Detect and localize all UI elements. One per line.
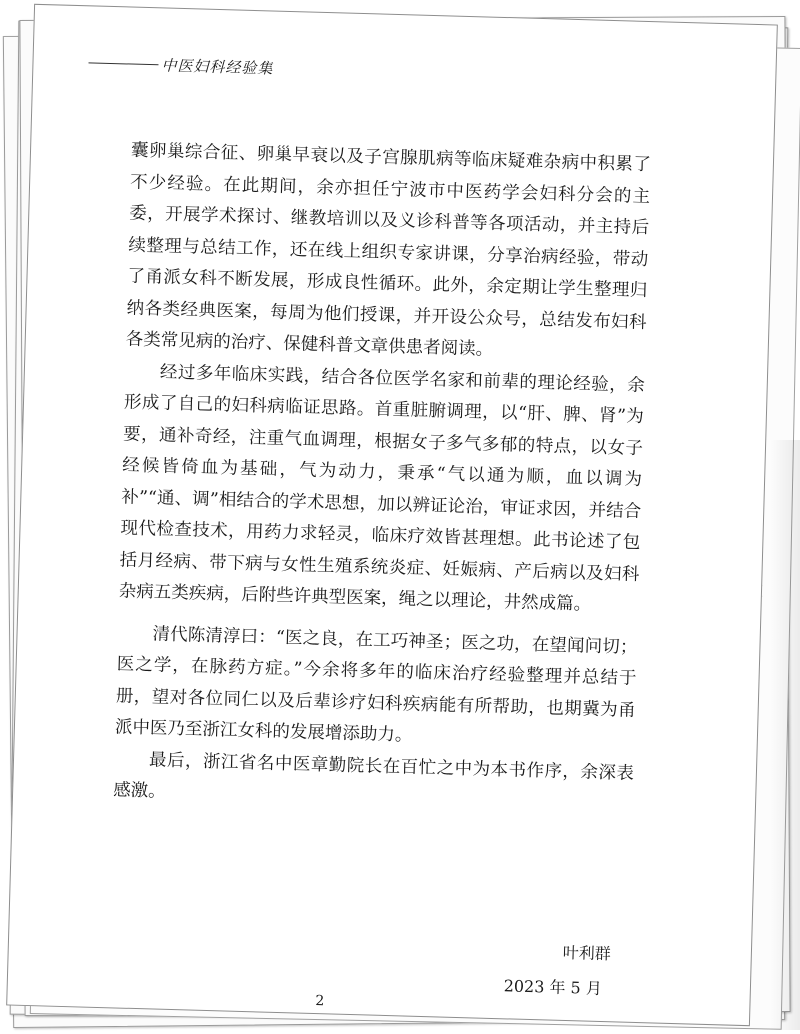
header-rule — [88, 62, 158, 65]
author-signature: 叶利群 — [562, 942, 612, 964]
preface-page — [6, 4, 778, 1026]
preface-body — [113, 136, 652, 822]
paragraph: 经过多年临床实践，结合各位医学名家和前辈的理论经验，余形成了自己的妇科病临证思路。首重脏腑调理，以“肝、脾、肾”为要，通补奇经，注重气血调理，根据女子多气多郁的特点，以女子经候皆倚血为基础，气为动力，秉承“气以通为顺，血以调为补”“通、调”相结合的学术思想，加以辨证论治，审证求因，并结合现代检查技术，用药力求轻灵，临床疗效皆甚理想。此书论述了包括月经病、带下病与女性生殖系统炎症、妊娠病、产后病以及妇科杂病五类疾病，后附些许典型医案，绳之以理论，井然成篇。 — [118, 361, 645, 615]
date: 2023 年 5 月 — [503, 976, 603, 999]
page-shadow — [770, 440, 800, 1030]
paragraph: 最后，浙江省名中医章勤院长在百忙之中为本书作序，余深表感激。 — [112, 749, 635, 802]
paragraph: 清代陈清淳曰：“医之良，在工巧神圣；医之功，在望闻问切；医之学，在脉药方症。”今余将多年的临床治疗经验整理并总结于册，望对各位同仁以及后辈诊疗妇科疾病能有所帮助，也期冀为甬派中医乃至浙江女科的发展增添助力。 — [114, 623, 638, 746]
page-number: 2 — [315, 993, 325, 1010]
paragraph: 囊卵巢综合征、卵巢早衰以及子宫腺肌病等临床疑难杂病中积累了不少经验。在此期间，余亦担任宁波市中医药学会妇科分会的主委，开展学术探讨、继教培训以及义诊科普等各项活动，并主持后续整理与总结工作，还在线上组织专家讲课，分享治病经验，带动了甬派女科不断发展，形成良性循环。此外，余定期让学生整理归纳各类经典医案，每周为他们授课，并开设公众号，总结发布妇科各类常见病的治疗、保健科普文章供患者阅读。 — [125, 140, 652, 360]
running-header-title: 中医妇科经验集 — [161, 56, 274, 78]
